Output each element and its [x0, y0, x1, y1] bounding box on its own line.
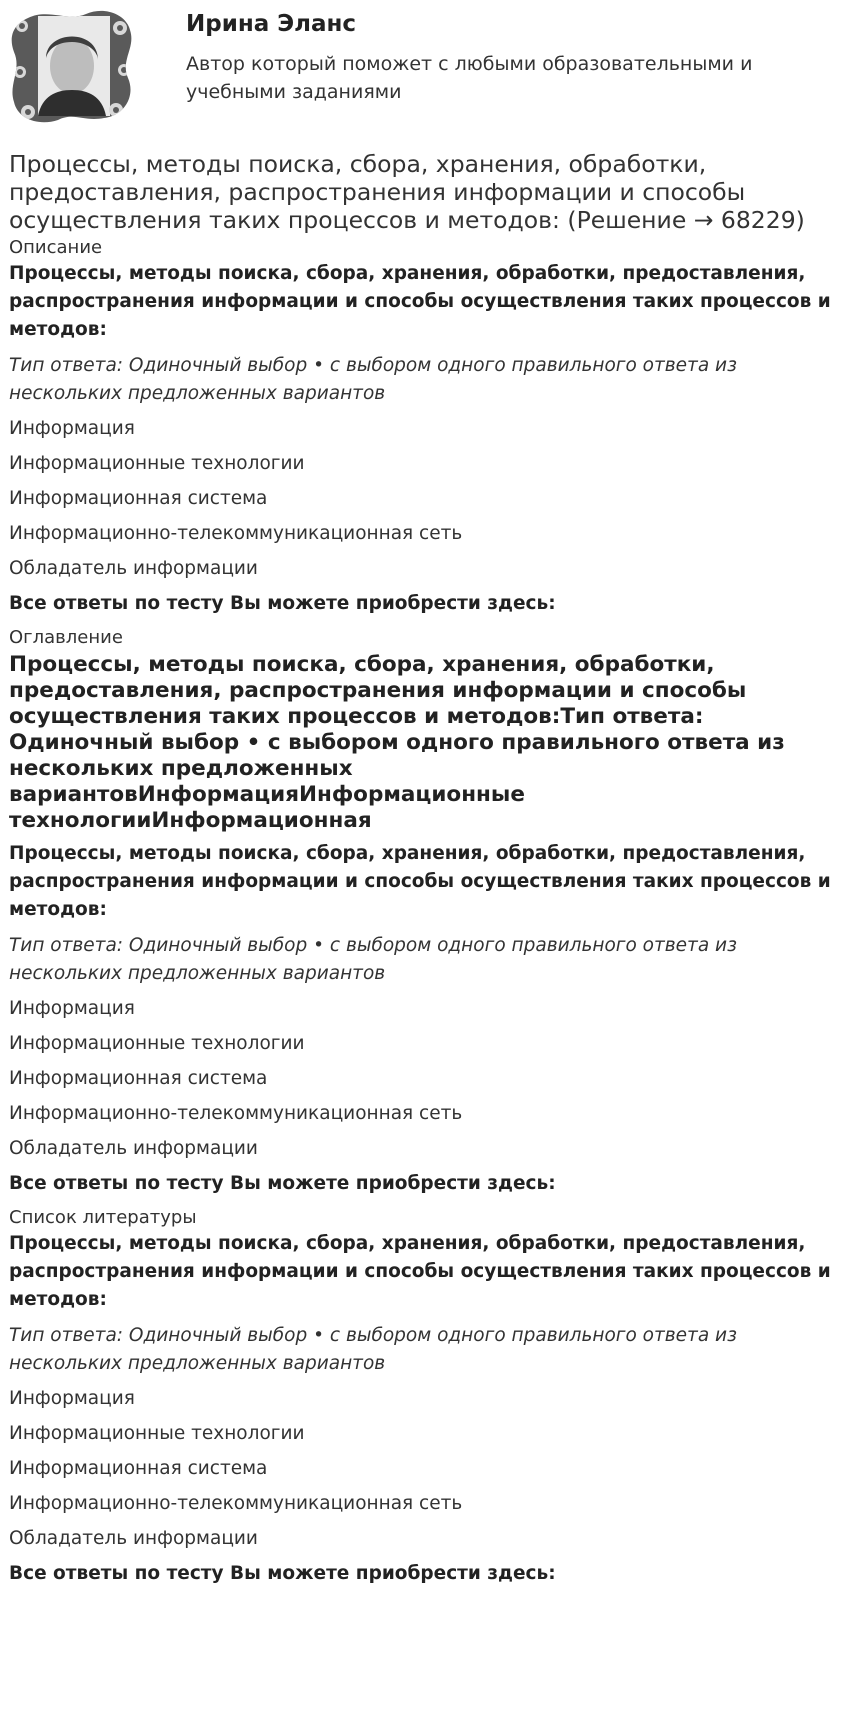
buy-answers-link[interactable]: Все ответы по тесту Вы можете приобрести здесь:: [9, 1173, 556, 1194]
question-type: Тип ответа: Одиночный выбор • с выбором одного правильного ответа из нескольких предложенных вариантов: [9, 355, 737, 404]
toc-section: [9, 652, 839, 1198]
author-description: Автор который поможет с любыми образовательными и учебными заданиями: [186, 53, 753, 103]
question-text: Процессы, методы поиска, сбора, хранения, обработки, предоставления, распространения информации и способы осуществления таких процессов и методов:: [9, 843, 831, 920]
author-name[interactable]: Ирина Эланс: [186, 11, 357, 37]
section-label-description: Описание: [9, 237, 103, 258]
answer-option: Информационно-телекоммуникационная сеть: [9, 1493, 463, 1514]
answer-option: Обладатель информации: [9, 1138, 258, 1159]
toc-heading: Процессы, методы поиска, сбора, хранения, обработки, предоставления, распространения информации и способы осуществления таких процессов и методов:Тип ответа: Одиночный выбор • с выбором одного правильного ответа из нескольких предложенных вариантовИнформацияИнформационные технологииИнформационная: [9, 652, 785, 833]
description-section: [9, 260, 839, 618]
buy-answers-link[interactable]: Все ответы по тесту Вы можете приобрести здесь:: [9, 593, 556, 614]
answer-option: Информация: [9, 998, 135, 1019]
answer-option: Информационные технологии: [9, 453, 305, 474]
answer-option: Информация: [9, 418, 135, 439]
answer-option: Обладатель информации: [9, 1528, 258, 1549]
question-type: Тип ответа: Одиночный выбор • с выбором одного правильного ответа из нескольких предложенных вариантов: [9, 1325, 737, 1374]
answer-option: Информационно-телекоммуникационная сеть: [9, 1103, 463, 1124]
buy-answers-link[interactable]: Все ответы по тесту Вы можете приобрести здесь:: [9, 1563, 556, 1584]
answer-option: Обладатель информации: [9, 558, 258, 579]
question-text: Процессы, методы поиска, сбора, хранения, обработки, предоставления, распространения информации и способы осуществления таких процессов и методов:: [9, 1233, 831, 1310]
answer-option: Информация: [9, 1388, 135, 1409]
page-title: Процессы, методы поиска, сбора, хранения, обработки, предоставления, распространения информации и способы осуществления таких процессов и методов: (Решение → 68229): [9, 150, 805, 234]
author-avatar[interactable]: [8, 8, 136, 126]
answer-option: Информационные технологии: [9, 1423, 305, 1444]
author-block: [0, 0, 847, 130]
answer-option: Информационные технологии: [9, 1033, 305, 1054]
answer-option: Информационная система: [9, 1068, 268, 1089]
question-type: Тип ответа: Одиночный выбор • с выбором одного правильного ответа из нескольких предложенных вариантов: [9, 935, 737, 984]
section-label-toc: Оглавление: [9, 627, 123, 648]
answer-option: Информационная система: [9, 1458, 268, 1479]
section-label-literature: Список литературы: [9, 1207, 197, 1228]
literature-section: [9, 1230, 839, 1588]
answer-option: Информационная система: [9, 488, 268, 509]
question-text: Процессы, методы поиска, сбора, хранения, обработки, предоставления, распространения информации и способы осуществления таких процессов и методов:: [9, 263, 831, 340]
document-content: [9, 150, 839, 1588]
answer-option: Информационно-телекоммуникационная сеть: [9, 523, 463, 544]
